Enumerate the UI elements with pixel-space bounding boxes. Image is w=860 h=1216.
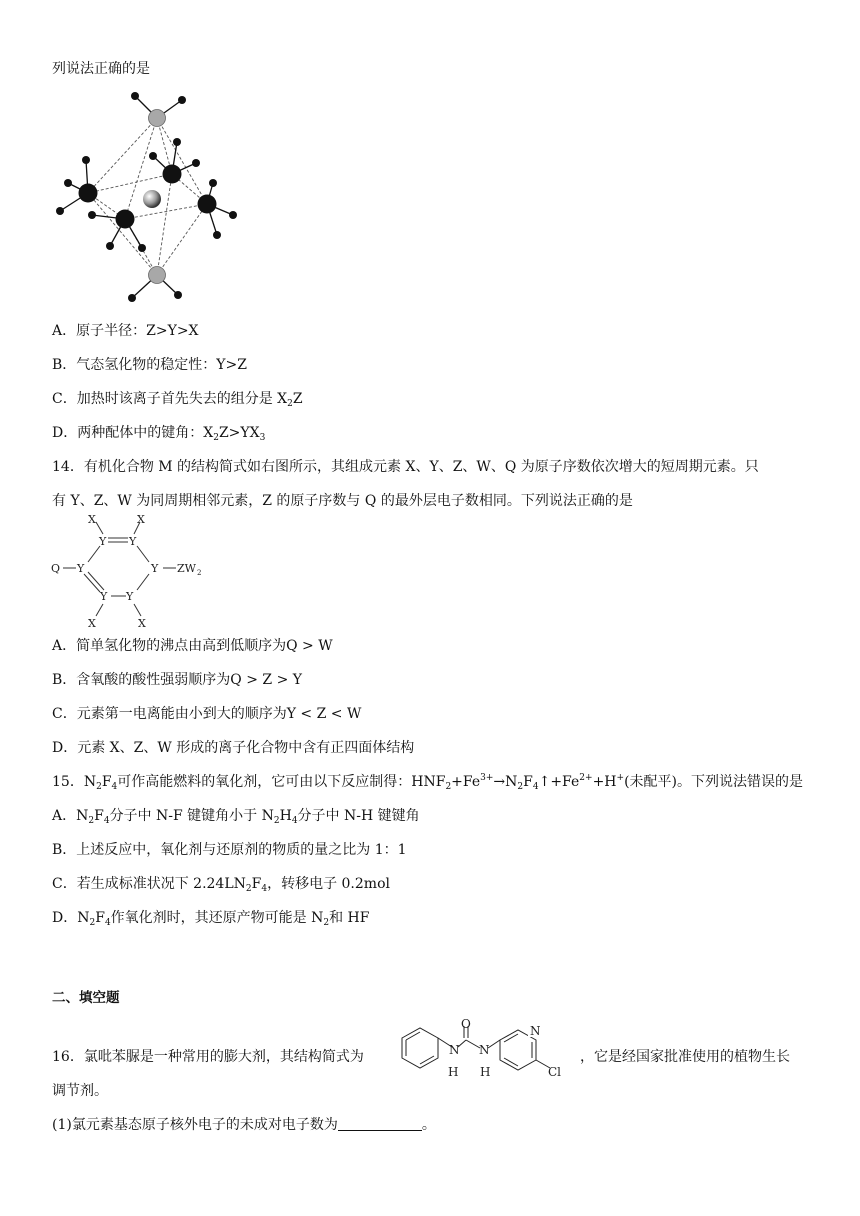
q14-option-d: D．元素 X、Z、W 形成的离子化合物中含有正四面体结构 [52,740,415,756]
q13-option-a: A．原子半径：Z>Y>X [52,323,199,339]
q16-stem-pre: 16．氯吡苯脲是一种常用的膨大剂，其结构简式为 [52,1049,364,1065]
q16-struct-h1: H [448,1065,459,1079]
q14-option-b: B．含氧酸的酸性强弱顺序为Q > Z > Y [52,672,303,688]
q14-struct-sub2: 2 [197,569,202,577]
q14-structure-figure [48,510,218,630]
q13-octahedral-complex-figure [50,88,250,308]
q14-struct-y4: Y [151,562,159,575]
q14-struct-q: Q [51,562,61,575]
q15-stem: 15．$N_2F_4$可作高能燃料的氧化剂，它可由以下反应制得：$HNF_2+Fe^{3+}\to N_2F_4↑+Fe^{2+}+H^+$(未配平)。下列说法错误的是 [52,773,804,792]
q15-option-b: B．上述反应中，氧化剂与还原剂的物质的量之比为 1：1 [52,842,407,858]
q14-struct-zw: ZW [177,562,196,575]
q15-option-a: A．$N_2F_4$分子中 N-F 键键角小于 $N_2H_4$分子中 N-H 键键角 [52,808,420,826]
q14-option-a: A．简单氢化物的沸点由高到低顺序为Q > W [52,638,333,654]
q14-stem-line1: 14．有机化合物 M 的结构简式如右图所示，其组成元素 X、Y、Z、W、Q 为原子序数依次增大的短周期元素。只 [52,459,759,475]
q15-option-c: C．若生成标准状况下 $2.24LN_2F_4$，转移电子 0.2mol [52,876,390,894]
q16-struct-o: O [461,1018,471,1031]
q16-subquestion-1: (1)氯元素基态原子核外电子的未成对电子数为 。 [52,1117,436,1133]
q13-option-c: C．加热时该离子首先失去的组分是 $X_2Z$ [52,391,303,409]
q14-struct-y5: Y [100,590,108,603]
q16-answer-blank[interactable] [338,1118,422,1131]
q16-struct-n2: N [479,1043,490,1057]
q16-stem-post: ，它是经国家批准使用的植物生长 [580,1049,790,1065]
q16-stem-line2: 调节剂。 [52,1083,108,1099]
q16-struct-h2: H [480,1065,491,1079]
q14-struct-y2: Y [129,535,137,548]
q14-struct-x3: X [88,617,96,630]
q14-struct-y6: Y [126,590,134,603]
q14-struct-x1: X [88,513,96,526]
q14-stem-line2: 有 Y、Z、W 为同周期相邻元素，Z 的原子序数与 Q 的最外层电子数相同。下列说法正确的是 [52,493,633,509]
q16-struct-n1: N [449,1043,460,1057]
q14-struct-x2: X [137,513,145,526]
q13-option-d: D．两种配体中的键角：$X_2Z>YX_3$ [52,425,266,443]
q16-structure-figure [380,1018,580,1090]
q14-struct-y3: Y [77,562,85,575]
q13-stem-tail: 列说法正确的是 [52,61,150,77]
q14-struct-x4: X [138,617,146,630]
q16-struct-n-ring: N [530,1024,541,1038]
section-heading-fill-in: 二、填空题 [52,990,120,1006]
q14-struct-y1: Y [99,535,107,548]
q13-option-b: B．气态氢化物的稳定性：Y>Z [52,357,247,373]
q15-option-d: D．$N_2F_4$作氧化剂时，其还原产物可能是 $N_2$和 HF [52,910,370,928]
q14-option-c: C．元素第一电离能由小到大的顺序为Y < Z < W [52,706,362,722]
q16-struct-cl: Cl [548,1065,562,1079]
